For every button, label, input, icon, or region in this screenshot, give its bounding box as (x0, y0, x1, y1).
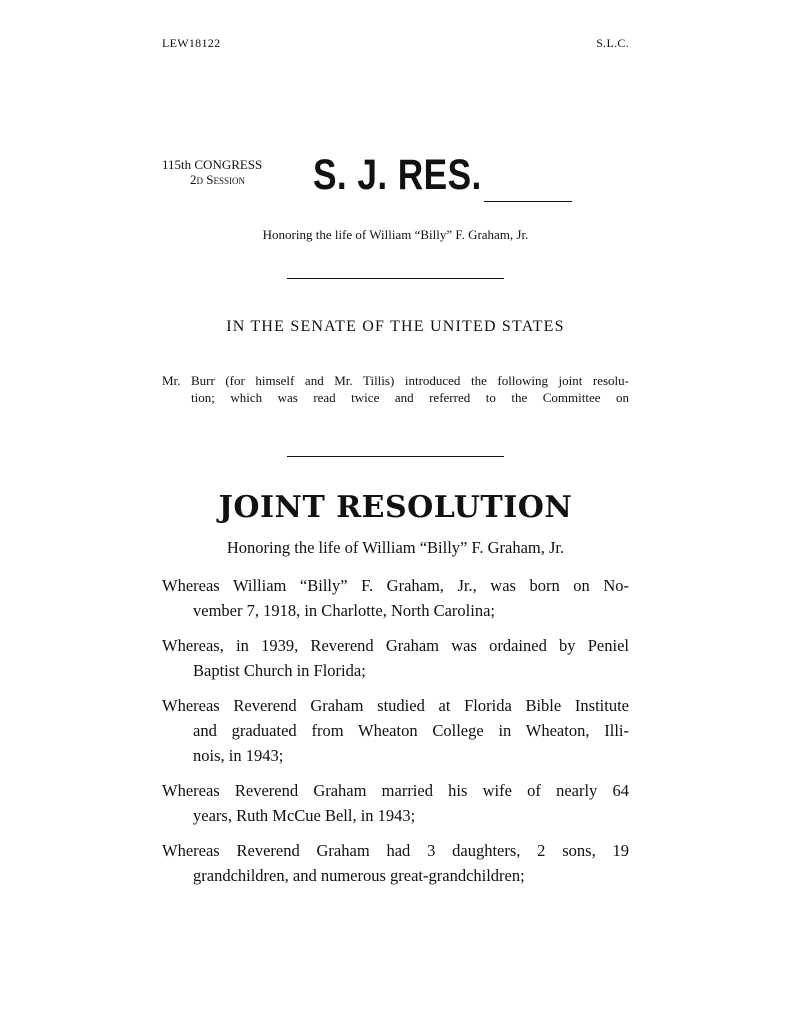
clause-line: grandchildren, and numerous great-grandchildren; (193, 866, 525, 885)
congress-session (162, 157, 262, 187)
introduction-line: tion; which was read twice and referred to the Committee on (191, 390, 629, 405)
whereas-clause (162, 633, 629, 683)
clause-line: vember 7, 1918, in Charlotte, North Carolina; (193, 601, 495, 620)
document-status-code: S.L.C. (596, 36, 629, 50)
divider-rule-top (287, 278, 504, 279)
whereas-clauses (162, 573, 629, 898)
clause-line: Whereas Reverend Graham studied at Florida Bible Institute (162, 696, 629, 715)
bill-type: S. J. RES. (313, 151, 482, 199)
whereas-clause (162, 838, 629, 888)
divider-rule-bottom (287, 456, 504, 457)
clause-line: Whereas, in 1939, Reverend Graham was ordained by Peniel (162, 636, 629, 655)
congress-number: 115th CONGRESS (162, 157, 263, 172)
bill-number-blank (484, 201, 572, 202)
whereas-clause (162, 693, 629, 768)
whereas-clause (162, 778, 629, 828)
clause-line: Whereas Reverend Graham had 3 daughters, 2 sons, 19 (162, 841, 629, 860)
whereas-clause (162, 573, 629, 623)
session-number: 2d Session (190, 172, 245, 187)
clause-line: nois, in 1943; (193, 746, 284, 765)
chamber-heading: IN THE SENATE OF THE UNITED STATES (226, 318, 565, 335)
clause-line: years, Ruth McCue Bell, in 1943; (193, 806, 416, 825)
joint-resolution-heading: JOINT RESOLUTION (218, 490, 573, 525)
official-title: Honoring the life of William “Billy” F. Graham, Jr. (226, 538, 565, 557)
short-title: Honoring the life of William “Billy” F. Graham, Jr. (262, 227, 529, 242)
clause-line: Whereas Reverend Graham married his wife of nearly 64 (162, 781, 629, 800)
introduction-line: Mr. Burr (for himself and Mr. Tillis) introduced the following joint resolu- (162, 373, 629, 388)
clause-line: Baptist Church in Florida; (193, 661, 366, 680)
clause-line: and graduated from Wheaton College in Wheaton, Illi- (193, 721, 629, 740)
introduction-text (162, 372, 629, 406)
clause-line: Whereas William “Billy” F. Graham, Jr., was born on No- (162, 576, 629, 595)
document-code: LEW18122 (162, 36, 221, 50)
